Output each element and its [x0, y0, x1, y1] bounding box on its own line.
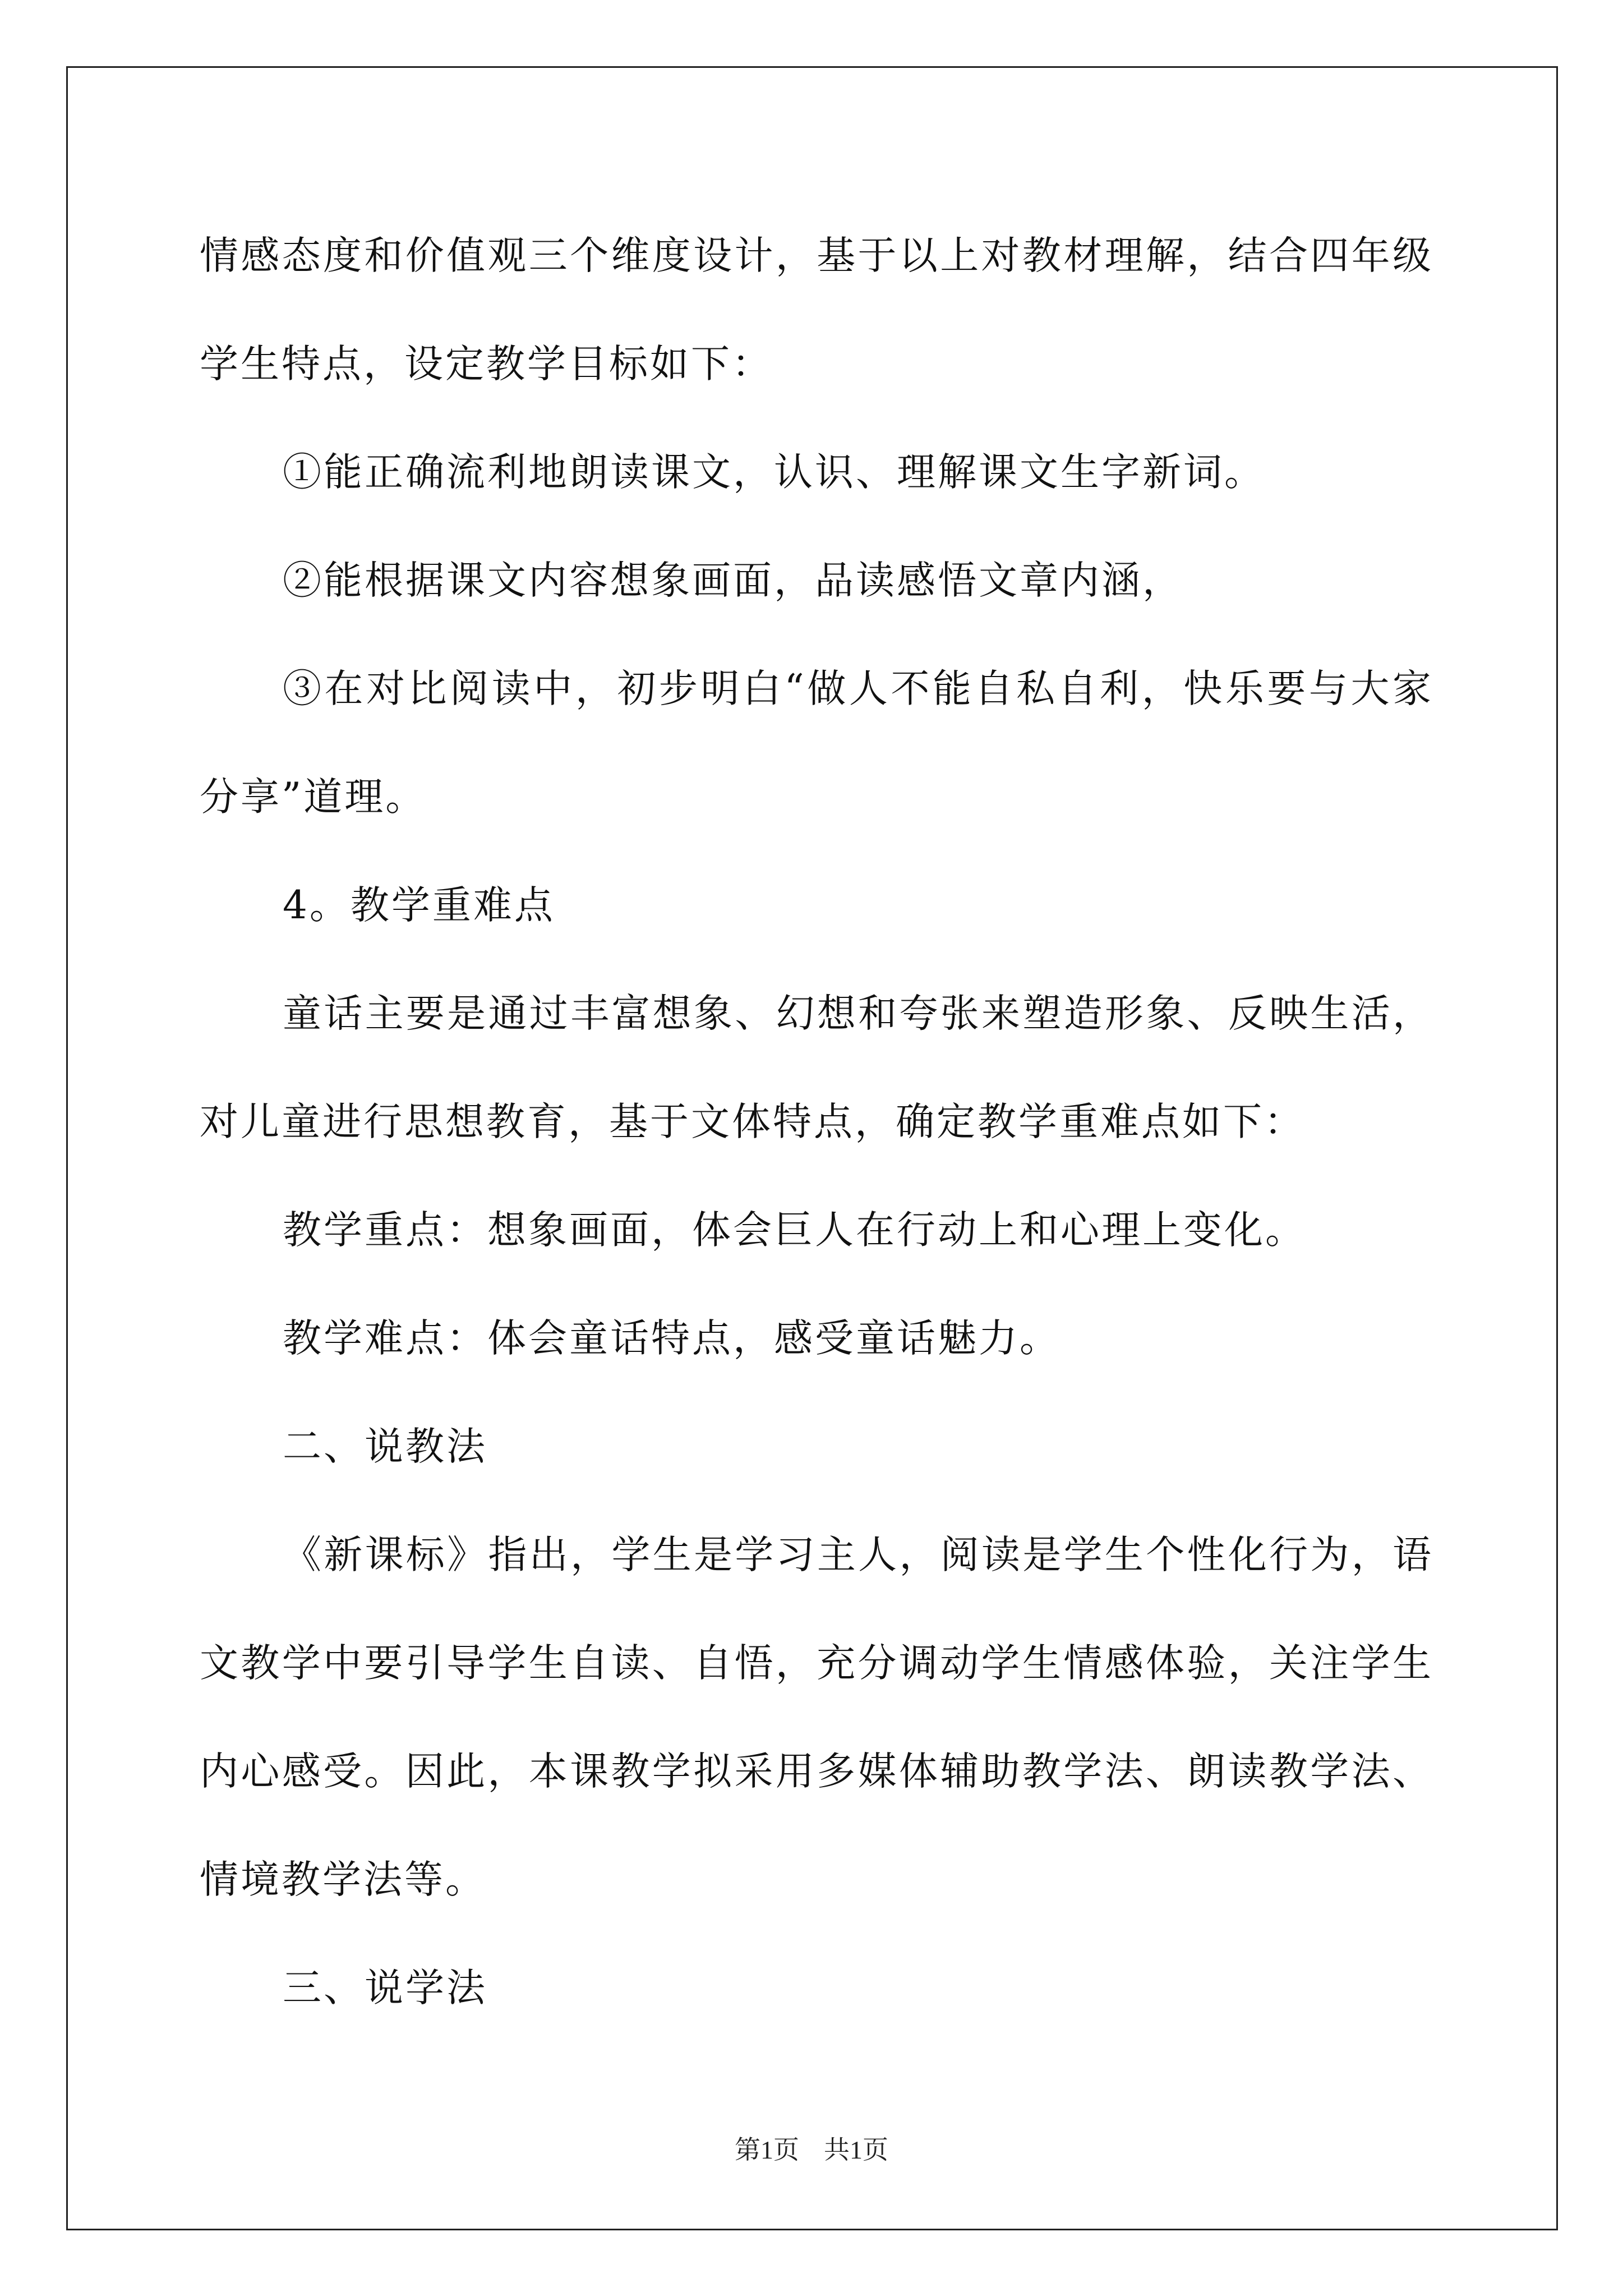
section-heading-key-points: 4。教学重难点	[283, 883, 555, 928]
paragraph-difficult-point: 教学难点：体会童话特点，感受童话魅力。	[283, 1316, 1061, 1361]
paragraph-teaching-method: 《新课标》指出，学生是学习主人，阅读是学生个性化行为，语文教学中要引导学生自读、自悟，充分调动学生情感体验，关注学生内心感受。因此，本课教学拟采用多媒体辅助教学法、朗读教学法、情境教学法等。	[200, 1533, 1433, 1902]
paragraph-goals-intro: 情感态度和价值观三个维度设计，基于以上对教材理解，结合四年级学生特点，设定教学目标如下：	[200, 233, 1433, 386]
paragraph-key-point: 教学重点：想象画面，体会巨人在行动上和心理上变化。	[283, 1208, 1306, 1253]
paragraph-goal-2: ②能根据课文内容想象画面，品读感悟文章内涵，	[283, 558, 1183, 603]
paragraph-goal-1: ①能正确流利地朗读课文，认识、理解课文生字新词。	[283, 450, 1265, 495]
page-footer	[0, 2129, 1623, 2166]
paragraph-goal-3: ③在对比阅读中，初步明白“做人不能自私自利，快乐要与大家分享”道理。	[200, 666, 1433, 820]
section-heading-learning-method: 三、说学法	[283, 1966, 487, 2010]
section-heading-teaching-method: 二、说教法	[283, 1424, 487, 1469]
paragraph-fairy-tale: 童话主要是通过丰富想象、幻想和夸张来塑造形象、反映生活，对儿童进行思想教育，基于文体特点，确定教学重难点如下：	[200, 991, 1433, 1144]
page-number: 第1页	[735, 2136, 799, 2164]
document-body	[200, 202, 1433, 2042]
page-total: 共1页	[824, 2136, 888, 2164]
